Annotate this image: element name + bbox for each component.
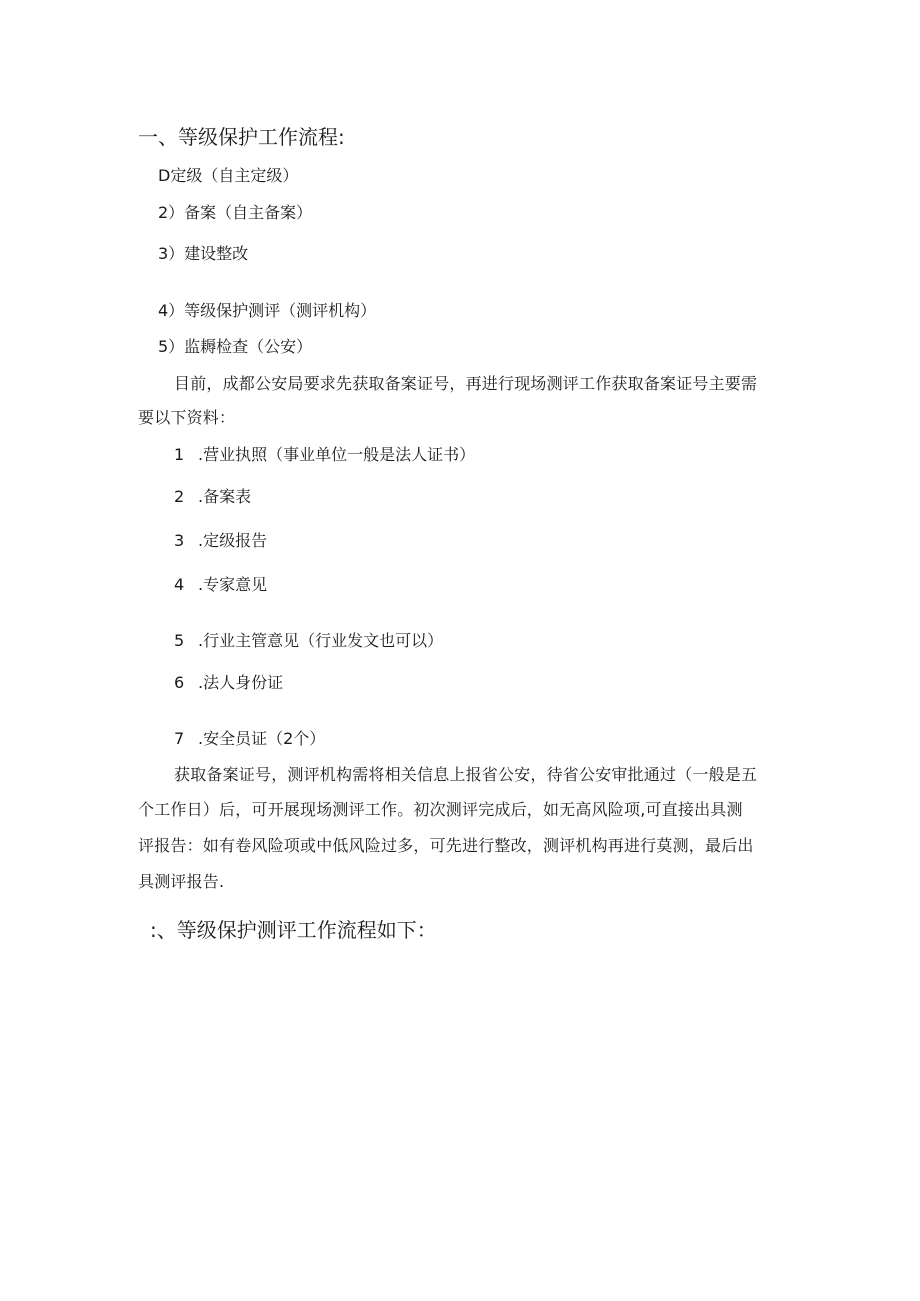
material-text: .定级报告 [198,531,268,550]
material-number: 4 [174,575,185,594]
process-step-3: 3）建设整改 [158,244,249,263]
material-item [174,533,267,549]
intro-paragraph-line-2: 要以下资料： [138,408,236,427]
process-step-1: D定级（自主定级） [158,166,299,185]
material-item [174,633,443,649]
intro-paragraph-line-1: 目前，成都公安局要求先获取备案证号，再进行现场测评工作获取备案证号主要需 [174,374,758,393]
material-item [174,731,325,747]
closing-paragraph-line-3: 评报告：如有卷风险项或中低风险过多，可先进行整改，测评机构再进行莫测，最后出 [138,836,754,855]
section-2-heading: :、等级保护测评工作流程如下： [150,918,437,942]
material-item [174,675,283,691]
closing-paragraph-line-2: 个工作日）后，可开展现场测评工作。初次测评完成后，如无高风险项,可直接出具测 [138,800,743,819]
process-step-5: 5）监耨检查（公安） [158,337,313,356]
closing-paragraph-line-1: 获取备案证号，测评机构需将相关信息上报省公安，待省公安审批通过（一般是五 [174,765,758,784]
material-text: .法人身份证 [198,673,284,692]
section-1-heading: 一、等级保护工作流程: [138,125,345,149]
material-item [174,577,267,593]
material-number: 6 [174,673,185,692]
material-text: .安全员证（2个） [198,729,326,748]
process-step-2: 2）备案（自主备案） [158,203,313,222]
material-number: 7 [174,729,185,748]
material-number: 2 [174,487,185,506]
material-text: .备案表 [198,487,252,506]
material-text: .专家意见 [198,575,268,594]
closing-paragraph-line-4: 具测评报告. [138,872,225,891]
material-item [174,489,251,505]
material-number: 3 [174,531,185,550]
material-item [174,447,475,463]
material-number: 5 [174,631,185,650]
material-text: .行业主管意见（行业发文也可以） [198,631,444,650]
material-number: 1 [174,445,185,464]
process-step-4: 4）等级保护测评（测评机构） [158,301,377,320]
material-text: .营业执照（事业单位一般是法人证书） [198,445,476,464]
